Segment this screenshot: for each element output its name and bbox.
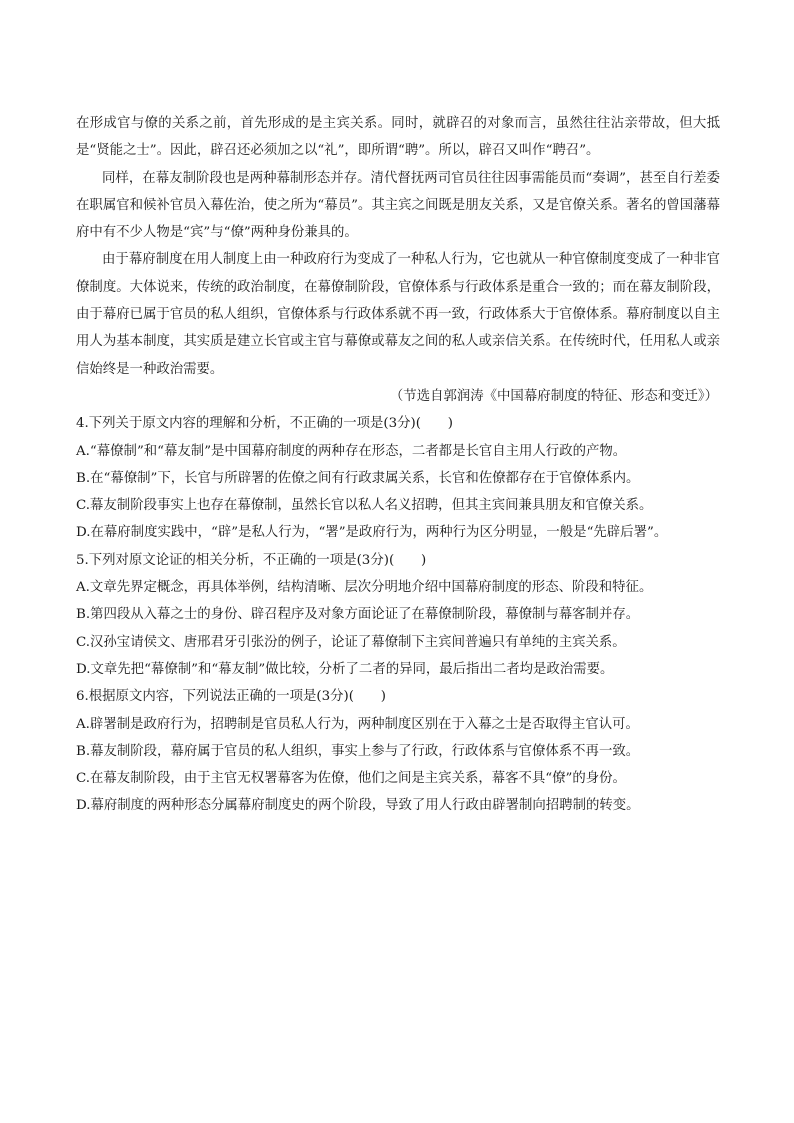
question-5 bbox=[76, 547, 720, 683]
option-d: D.幕府制度的两种形态分属幕府制度史的两个阶段，导致了用人行政由辟署制向招聘制的转变。 bbox=[76, 798, 640, 814]
option-d: D.在幕府制度实践中，“辟”是私人行为，“署”是政府行为，两种行为区分明显，一般是“先辟后署”。 bbox=[76, 525, 668, 541]
option-b: B.第四段从入幕之士的身份、辟召程序及对象方面论证了在幕僚制阶段，幕僚制与幕客制并存。 bbox=[76, 607, 640, 623]
option-c: C.汉孙宝请侯文、唐邢君牙引张汾的例子，论证了幕僚制下主宾间普遍只有单纯的主宾关系。 bbox=[76, 634, 626, 650]
option-b: B.幕友制阶段，幕府属于官员的私人组织，事实上参与了行政，行政体系与官僚体系不再一致。 bbox=[76, 743, 640, 759]
option-c: C.幕友制阶段事实上也存在幕僚制，虽然长官以私人名义招聘，但其主宾间兼具朋友和官僚关系。 bbox=[76, 498, 653, 514]
option-a: A.辟署制是政府行为，招聘制是官员私人行为，两种制度区别在于入幕之士是否取得主官认可。 bbox=[76, 716, 639, 732]
passage-source: （节选自郭润涛《中国幕府制度的特征、形态和变迁》） bbox=[389, 388, 718, 404]
option-a: A.文章先界定概念，再具体举例，结构清晰、层次分明地介绍中国幕府制度的形态、阶段和特征。 bbox=[76, 580, 653, 596]
passage-paragraph-2: 同样，在幕友制阶段也是两种幕制形态并存。清代督抚两司官员往往因事需能员而“奏调”，甚至自行差委在职属官和候补官员入幕佐治，使之所为“幕员”。其主宾之间既是朋友关系，又是官僚关系。著名的曾国藩幕府中有不少人物是“宾”与“僚”两种身份兼具的。 bbox=[76, 170, 720, 241]
option-b: B.在“幕僚制”下，长官与所辟署的佐僚之间有行政隶属关系，长官和佐僚都存在于官僚体系内。 bbox=[76, 470, 640, 486]
question-stem: 4.下列关于原文内容的理解和分析，不正确的一项是(3分)( ) bbox=[76, 416, 453, 432]
passage-paragraph-1: 在形成官与僚的关系之前，首先形成的是主宾关系。同时，就辟召的对象而言，虽然往往沾亲带故，但大抵是“贤能之士”。因此，辟召还必须加之以“礼”，即所谓“聘”。所以，辟召又叫作“聘召”。 bbox=[76, 116, 720, 159]
option-d: D.文章先把“幕僚制”和“幕友制”做比较，分析了二者的异同，最后指出二者均是政治需要。 bbox=[76, 661, 614, 677]
question-stem: 6.根据原文内容，下列说法正确的一项是(3分)( ) bbox=[76, 689, 387, 705]
question-stem: 5.下列对原文论证的相关分析，不正确的一项是(3分)( ) bbox=[76, 552, 427, 568]
option-c: C.在幕友制阶段，由于主官无权署幕客为佐僚，他们之间是主宾关系，幕客不具“僚”的身份。 bbox=[76, 771, 626, 787]
question-4 bbox=[76, 410, 720, 546]
option-a: A.“幕僚制”和“幕友制”是中国幕府制度的两种存在形态，二者都是长官自主用人行政的产物。 bbox=[76, 443, 627, 459]
question-6 bbox=[76, 683, 720, 819]
passage-paragraph-3: 由于幕府制度在用人制度上由一种政府行为变成了一种私人行为，它也就从一种官僚制度变成了一种非官僚制度。大体说来，传统的政治制度，在幕僚制阶段，官僚体系与行政体系是重合一致的；而在幕友制阶段，由于幕府已属于官员的私人组织，官僚体系与行政体系就不再一致，行政体系大于官僚体系。幕府制度以自主用人为基本制度，其实质是建立长官或主官与幕僚或幕友之间的私人或亲信关系。在传统时代，任用私人或亲信始终是一种政治需要。 bbox=[76, 252, 720, 377]
document-body bbox=[76, 110, 720, 820]
